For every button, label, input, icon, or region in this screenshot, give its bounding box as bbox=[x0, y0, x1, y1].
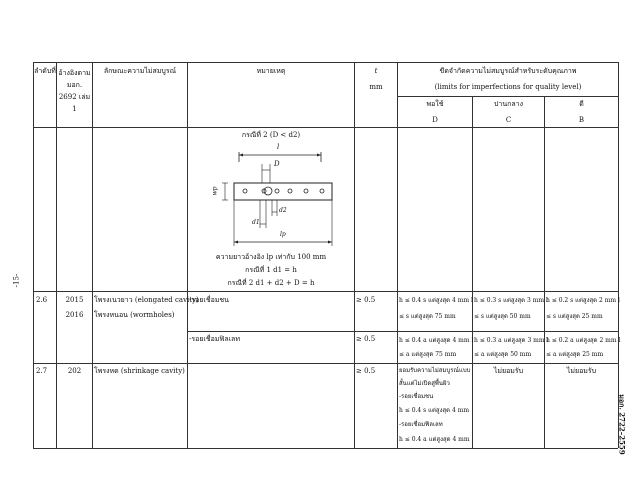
row-2-7-d-line1: ยอมรับความไม่สมบูรณ์แบบ bbox=[399, 367, 471, 374]
row-2-7-d-line5: -รอยเชื่อมฟิลเลท bbox=[399, 421, 443, 428]
header-no: ลำดับที่ bbox=[34, 67, 56, 75]
row-2-6-sub2-d1: h ≤ 0.4 a แต่สูงสุด 4 mm l bbox=[399, 337, 474, 344]
row-2-7-ref1: 202 bbox=[67, 367, 82, 375]
row-2-7-char1: โพรงหด (shrinkage cavity) bbox=[94, 367, 185, 375]
header-characteristic: ลักษณะความไม่สมบูรณ์ bbox=[103, 67, 177, 75]
row-2-7-d-line6: h ≤ 0.4 a แต่สูงสุด 4 mm bbox=[399, 436, 470, 443]
diagram-label-d1: d1 bbox=[252, 219, 260, 226]
row-2-6-sub2-t: ≥ 0.5 bbox=[356, 335, 376, 343]
row-2-6-sub2-b1: h ≤ 0.2 a แต่สูงสุด 2 mm l bbox=[546, 337, 621, 344]
row-2-6-sub1-b2: ≤ s แต่สูงสุด 25 mm bbox=[546, 313, 603, 320]
header-limits-en: (limits for imperfections for quality level) bbox=[434, 83, 582, 91]
row-2-6-sub2-c1: h ≤ 0.3 a แต่สูงสุด 3 mm l bbox=[474, 337, 549, 344]
diagram-label-lp: lp bbox=[280, 231, 286, 238]
header-remark: หมายเหตุ bbox=[256, 67, 286, 75]
diagram-label-d2: d2 bbox=[279, 207, 287, 214]
level-c: C bbox=[505, 116, 512, 124]
row-2-6-sub2-remark: -รอยเชื่อมฟิลเลท bbox=[189, 335, 240, 343]
row-2-6-sub2-c2: ≤ a แต่สูงสุด 50 mm bbox=[474, 351, 532, 358]
level-b: B bbox=[578, 116, 585, 124]
standard-code: มอก. 2722–2559 bbox=[617, 394, 627, 455]
page-number: -15- bbox=[12, 273, 21, 288]
row-2-6-sub1-remark: -รอยเชื่อมชน bbox=[189, 296, 229, 304]
row-2-6-sub1-c2: ≤ s แต่สูงสุด 50 mm bbox=[474, 313, 531, 320]
row-2-7-t: ≥ 0.5 bbox=[356, 367, 376, 375]
wormhole-diagram bbox=[188, 128, 354, 291]
row-2-6-sub2-d2: ≤ a แต่สูงสุด 75 mm bbox=[399, 351, 457, 358]
row-2-6-sub2-b2: ≤ a แต่สูงสุด 25 mm bbox=[546, 351, 604, 358]
diagram-label-l: l bbox=[277, 143, 280, 151]
header-t-unit: mm bbox=[369, 83, 383, 91]
row-2-7-d-line3: -รอยเชื่อมชน bbox=[399, 393, 434, 400]
row-2-6-ref2: 2016 bbox=[65, 311, 84, 319]
row-2-6-char2: โพรงหนอน (wormholes) bbox=[94, 311, 175, 319]
diagram-label-D: D bbox=[274, 160, 280, 168]
row-2-6-ref1: 2015 bbox=[65, 296, 84, 304]
header-limits-th: ขีดจำกัดความไม่สมบูรณ์สำหรับระดับคุณภาพ bbox=[439, 67, 577, 75]
level-d-th: พอใช้ bbox=[426, 100, 444, 108]
row-2-6-sub1-d2: ≤ s แต่สูงสุด 75 mm bbox=[399, 313, 456, 320]
row-2-7-d-line2: สั้นแต่ไม่เปิดสู่พื้นผิว bbox=[399, 380, 450, 387]
row-2-6-sub1-t: ≥ 0.5 bbox=[356, 296, 376, 304]
row-2-6-sub1-c1: h ≤ 0.3 s แต่สูงสุด 3 mm l bbox=[474, 297, 548, 304]
row-2-6-char1: โพรงเนวยาว (elongated cavity) bbox=[94, 296, 199, 304]
level-c-th: ปานกลาง bbox=[493, 100, 524, 108]
row-2-6-sub1-b1: h ≤ 0.2 s แต่สูงสุด 2 mm l bbox=[546, 297, 620, 304]
row-2-6-no: 2.6 bbox=[36, 296, 48, 304]
diagram-label-w: wp bbox=[211, 186, 219, 196]
row-2-7-c: ไม่ยอมรับ bbox=[493, 367, 524, 375]
diagram-note-2: กรณีที่ 1 d1 = h bbox=[245, 266, 297, 274]
row-2-6-sub1-d1: h ≤ 0.4 s แต่สูงสุด 4 mm l bbox=[399, 297, 473, 304]
diagram-case-title: กรณีที่ 2 (D < d2) bbox=[241, 131, 301, 139]
level-d: D bbox=[432, 116, 438, 124]
diagram-note-3: กรณีที่ 2 d1 + d2 + D = h bbox=[227, 279, 315, 287]
header-t: t bbox=[374, 67, 378, 75]
diagram-note-1: ความยาวอ้างอิง lp เท่ากับ 100 mm bbox=[215, 253, 327, 261]
row-2-7-d-line4: h ≤ 0.4 s แต่สูงสุด 4 mm bbox=[399, 407, 470, 414]
header-ref: อ้างอิงตาม มอก. 2692 เล่ม 1 bbox=[58, 69, 91, 113]
row-2-7-b: ไม่ยอมรับ bbox=[566, 367, 597, 375]
level-b-th: ดี bbox=[579, 100, 584, 108]
row-2-7-no: 2.7 bbox=[36, 367, 48, 375]
